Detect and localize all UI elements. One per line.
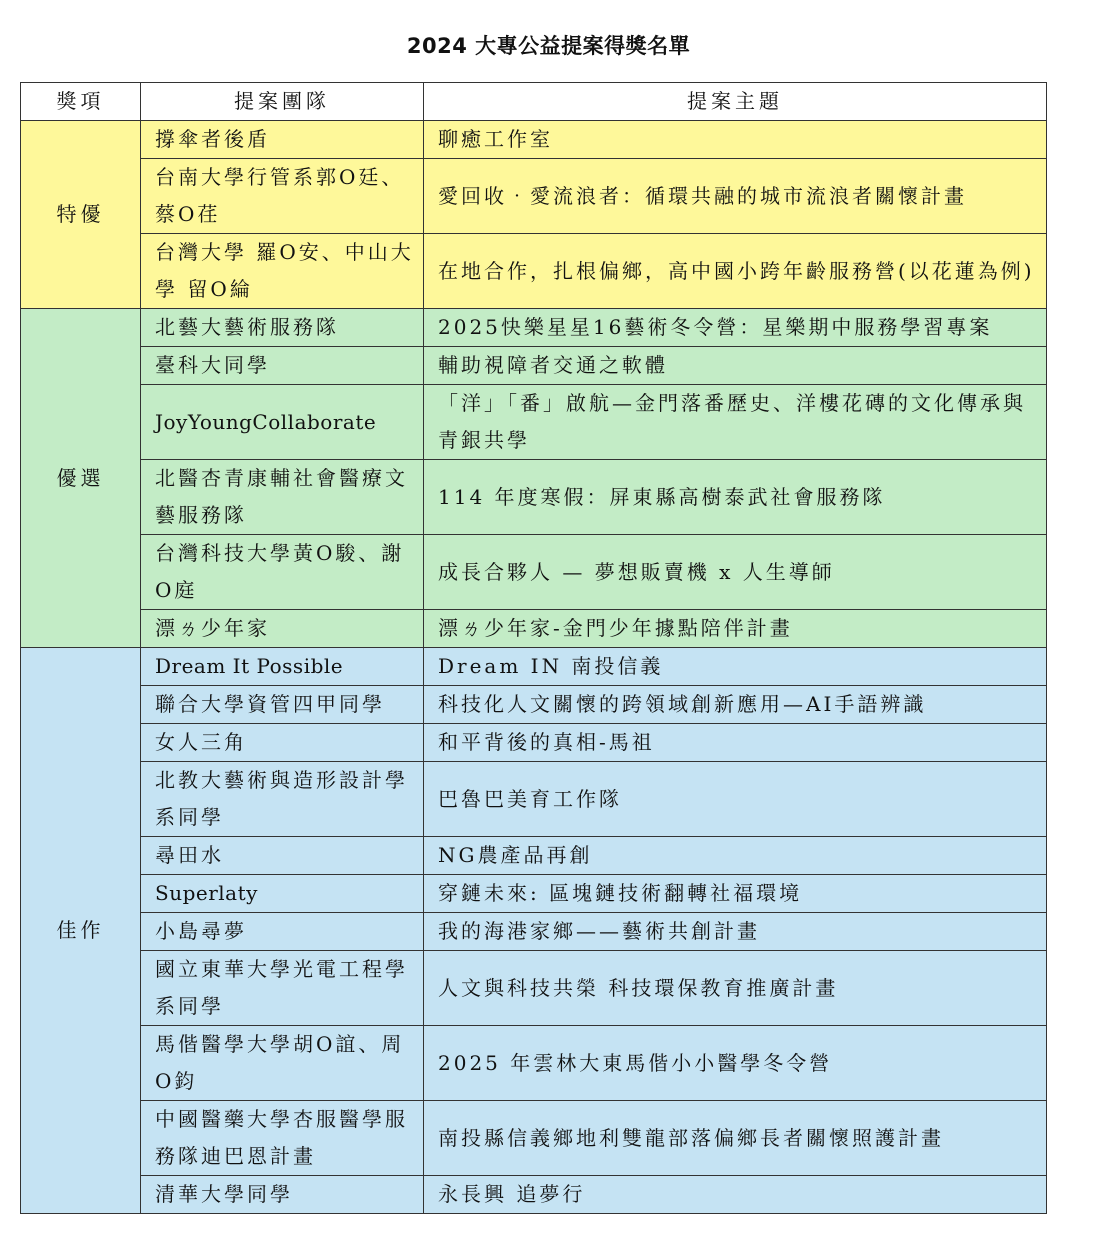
table-row	[21, 913, 1047, 951]
team-cell: 臺科大同學	[141, 347, 424, 385]
topic-cell: NG農產品再創	[424, 837, 1047, 875]
team-cell: JoyYoungCollaborate	[141, 385, 424, 460]
topic-cell: 穿鏈未來: 區塊鏈技術翻轉社福環境	[424, 875, 1047, 913]
table-row	[21, 159, 1047, 234]
topic-cell: 人文與科技共榮 科技環保教育推廣計畫	[424, 951, 1047, 1026]
team-cell: 漂ㄌ少年家	[141, 610, 424, 648]
team-cell: 尋田水	[141, 837, 424, 875]
topic-cell: 漂ㄌ少年家-金門少年據點陪伴計畫	[424, 610, 1047, 648]
award-cell: 優選	[21, 309, 141, 648]
table-row	[21, 460, 1047, 535]
team-cell: Superlaty	[141, 875, 424, 913]
table-row	[21, 121, 1047, 159]
topic-cell: 南投縣信義鄉地利雙龍部落偏鄉長者關懷照護計畫	[424, 1101, 1047, 1176]
topic-cell: 聊癒工作室	[424, 121, 1047, 159]
header-team: 提案團隊	[141, 83, 424, 121]
team-cell: 中國醫藥大學杏服醫學服務隊迪巴恩計畫	[141, 1101, 424, 1176]
topic-cell: 永長興 追夢行	[424, 1176, 1047, 1214]
team-cell: 小島尋夢	[141, 913, 424, 951]
topic-cell: 114 年度寒假：屏東縣高樹泰武社會服務隊	[424, 460, 1047, 535]
team-cell: 台灣科技大學黃O駿、謝O庭	[141, 535, 424, 610]
team-cell: 撐傘者後盾	[141, 121, 424, 159]
table-row	[21, 1026, 1047, 1101]
topic-cell: 2025 年雲林大東馬偕小小醫學冬令營	[424, 1026, 1047, 1101]
table-row	[21, 1176, 1047, 1214]
table-row	[21, 951, 1047, 1026]
team-cell: 聯合大學資管四甲同學	[141, 686, 424, 724]
table-row	[21, 385, 1047, 460]
table-row	[21, 535, 1047, 610]
topic-cell: 輔助視障者交通之軟體	[424, 347, 1047, 385]
topic-cell: 愛回收‧愛流浪者：循環共融的城市流浪者關懷計畫	[424, 159, 1047, 234]
topic-cell: 2025快樂星星16藝術冬令營：星樂期中服務學習專案	[424, 309, 1047, 347]
table-row	[21, 309, 1047, 347]
table-row	[21, 234, 1047, 309]
team-cell: 台灣大學 羅O安、中山大學 留O綸	[141, 234, 424, 309]
topic-cell: Dream IN 南投信義	[424, 648, 1047, 686]
team-cell: 北藝大藝術服務隊	[141, 309, 424, 347]
team-cell: 國立東華大學光電工程學系同學	[141, 951, 424, 1026]
topic-cell: 科技化人文關懷的跨領域創新應用—AI手語辨識	[424, 686, 1047, 724]
team-cell: 北醫杏青康輔社會醫療文藝服務隊	[141, 460, 424, 535]
table-row	[21, 724, 1047, 762]
table-row	[21, 648, 1047, 686]
topic-cell: 我的海港家鄉——藝術共創計畫	[424, 913, 1047, 951]
award-cell: 佳作	[21, 648, 141, 1214]
table-row	[21, 686, 1047, 724]
topic-cell: 巴魯巴美育工作隊	[424, 762, 1047, 837]
table-row	[21, 762, 1047, 837]
team-cell: 馬偕醫學大學胡O誼、周O鈞	[141, 1026, 424, 1101]
header-award: 獎項	[21, 83, 141, 121]
topic-cell: 「洋」「番」啟航—金門落番歷史、洋樓花磚的文化傳承與青銀共學	[424, 385, 1047, 460]
team-cell: 台南大學行管系郭O廷、蔡O荏	[141, 159, 424, 234]
table-row	[21, 1101, 1047, 1176]
table-row	[21, 837, 1047, 875]
team-cell: 北教大藝術與造形設計學系同學	[141, 762, 424, 837]
table-row	[21, 875, 1047, 913]
page-title: 2024 大專公益提案得獎名單	[406, 34, 691, 58]
topic-cell: 在地合作，扎根偏鄉，高中國小跨年齡服務營(以花蓮為例)	[424, 234, 1047, 309]
awards-table	[20, 82, 1047, 1214]
team-cell: 女人三角	[141, 724, 424, 762]
header-row	[21, 83, 1047, 121]
team-cell: 清華大學同學	[141, 1176, 424, 1214]
award-cell: 特優	[21, 121, 141, 309]
table-row	[21, 610, 1047, 648]
table-row	[21, 347, 1047, 385]
topic-cell: 和平背後的真相-馬祖	[424, 724, 1047, 762]
team-cell: Dream It Possible	[141, 648, 424, 686]
header-topic: 提案主題	[424, 83, 1047, 121]
topic-cell: 成長合夥人 — 夢想販賣機 x 人生導師	[424, 535, 1047, 610]
